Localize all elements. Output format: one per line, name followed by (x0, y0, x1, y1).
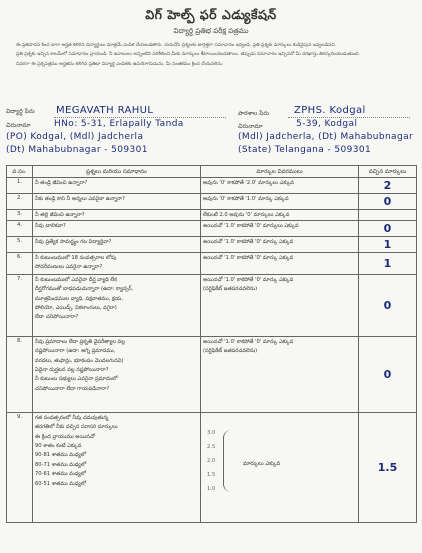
marks-rule: అయినచో '1.0' కాకపోతే '0' మార్కు ఎక్కువ (201, 237, 359, 253)
table-row (7, 253, 417, 275)
scale-value: 2.5 (207, 443, 216, 450)
scale-caption: మార్కులు ఎక్కువ (243, 460, 281, 467)
row-number: 7. (7, 274, 33, 336)
column-header-marks-obtained: వచ్చిన మార్కులు (359, 166, 417, 178)
marks-scale (203, 414, 356, 518)
address-line-1: HNo: 5-31, Erlapally Tanda (54, 119, 184, 129)
table-row (7, 336, 417, 412)
row-number: 9. (7, 412, 33, 522)
scale-value: 1.5 (207, 471, 216, 478)
student-name-label: విద్యార్థి పేరు (6, 108, 35, 115)
question-text: నీవు ప్రత్యేక సామర్థ్యం గల విద్యార్థివా? (33, 237, 201, 253)
marks-rule (201, 412, 359, 522)
marks-obtained (359, 253, 417, 275)
handwritten-mark: 0 (383, 367, 392, 381)
address-line-2: (PO) Kodgal, (Mdl) Jadcherla (6, 132, 144, 142)
marks-rule: అయినచో '1.0' కాకపోతే '0' మార్కు ఎక్కువ (సర్టిఫికేట్ జతపరచవలెను) (201, 274, 359, 336)
school-name-value: ZPHS. Kodgal (294, 105, 366, 116)
table-row (7, 194, 417, 210)
table-row (7, 210, 417, 221)
handwritten-mark: 1 (383, 256, 392, 270)
marks-obtained (359, 221, 417, 237)
marks-obtained (359, 178, 417, 194)
row-number: 5. (7, 237, 33, 253)
handwritten-mark: 0 (383, 298, 392, 312)
scale-value: 1.0 (207, 485, 216, 492)
table-row (7, 412, 417, 522)
questions-table (6, 165, 417, 523)
question-text: నీవు ప్రమాదాలు లేదా ప్రకృతి వైపరీత్యాల వల్ల నష్టపోయినారా (ఉదా: అగ్ని ప్రమాదము, వరదలు, తుఫాన్లు, భూకంపం మొదలగునవి) ఏదైనా దుర్ఘటన వల్ల నష్టపోయినారా? నీ కుటుంబ సభ్యులు ఎవరైనా ప్రమాదంలో చనిపోయినారా లేదా గాయపడినారా? (33, 336, 201, 412)
marks-rule: లేకుంటే 2.0 అవును '0' మార్కులు ఎక్కువ (201, 210, 359, 221)
marks-obtained (359, 194, 417, 210)
school-name-label: పాఠశాల పేరు (238, 110, 270, 117)
marks-obtained (359, 237, 417, 253)
marks-rule: అవును '0' కాకపోతే '1.0' మార్కు ఎక్కువ (201, 194, 359, 210)
handwritten-mark: 1 (383, 238, 392, 251)
marks-obtained (359, 210, 417, 221)
marks-rule: అయినచో '1.0' కాకపోతే '0' మార్కు ఎక్కువ (సర్టిఫికేట్ జతపరచవలెను) (201, 336, 359, 412)
column-header-marks-details: మార్కుల వివరములు (201, 166, 359, 178)
marks-rule: అవును '0' కాకపోతే '2.0' మార్కులు ఎక్కువ (201, 178, 359, 194)
row-number: 3. (7, 210, 33, 221)
row-number: 2. (7, 194, 33, 210)
question-text: నీ తండ్రి జీవించి ఉన్నారా? (33, 178, 201, 194)
handwritten-mark: 2 (383, 179, 392, 192)
row-number: 4. (7, 221, 33, 237)
form-title: విగ్ హెల్ప్ ఫర్ ఎడ్యుకేషన్ (145, 7, 277, 22)
column-header-question: ప్రశ్నలు మరియు సమాధానం (33, 166, 201, 178)
table-row (7, 178, 417, 194)
table-row (7, 274, 417, 336)
student-name-value: MEGAVATH RAHUL (56, 105, 154, 116)
school-address-line-3: (State) Telangana - 509301 (238, 145, 372, 155)
row-number: 1. (7, 178, 33, 194)
school-address-line-1: 5-39, Kodgal (296, 119, 358, 129)
instruction-text: ప్రతి ప్రశ్నకు ఇచ్చిన కాలమ్‌లో సమాధానం వ్రాయండి. నీ జవాబులు అన్నింటిని పరిశీలించి మీకు మార్కులు కేటాయించబడతాయి. తప్పుడు సమాచారం ఇచ్చినచో మీ దరఖాస్తు తిరస్కరించబడుతుంది. (16, 52, 360, 58)
marks-obtained (359, 336, 417, 412)
handwritten-mark: 0 (383, 195, 392, 208)
question-text: నీ కుటుంబములో 18 సంవత్సరాల లోపు సోదరీమణులు ఎవరైనా ఉన్నారా? (33, 253, 201, 275)
table-row (7, 221, 417, 237)
address-line-3: (Dt) Mahabubnagar - 509301 (6, 145, 148, 155)
scale-value: 3.0 (207, 429, 216, 436)
instructions-paragraph (6, 41, 416, 107)
marks-rule: అయినచో '1.0' కాకపోతే '0' మార్కు ఎక్కువ (201, 253, 359, 275)
brace-icon (223, 430, 231, 492)
marks-rule: అయినచో '1.0' కాకపోతే '0' మార్కులు ఎక్కువ (201, 221, 359, 237)
handwritten-mark: 1.5 (377, 460, 398, 474)
marks-obtained (359, 412, 417, 522)
question-text: నీకు తండ్రి కాని నీ అన్నలు ఎవరైనా ఉన్నారా? (33, 194, 201, 210)
row-number: 6. (7, 253, 33, 275)
school-address-label: చిరునామా (238, 123, 263, 130)
handwritten-mark: 0 (383, 222, 392, 235)
row-number: 8. (7, 336, 33, 412)
question-text: నీవు బాలికవా? (33, 221, 201, 237)
instruction-text: చివరగా ఈ ప్రశ్నపత్రము అర్హతను కలిగిన ప్రతిభా విద్యార్థి ఎంపికకు ఉపయోగపడును. మీ సంతకము క్రింద చేయవలెను. (16, 61, 224, 67)
address-label: చిరునామా (6, 122, 31, 129)
marks-obtained (359, 274, 417, 336)
question-text: నీ కుటుంబములో ఎవరైనా దీర్ఘ వ్యాధి లేక దీర్ఘరోగముతో బాధపడుచున్నారా (ఉదా: క్యాన్సర్, మూత్రపిండముల వ్యాధి, పక్షవాతము, క్షయ, పోలియో, ఎయిడ్స్, వికలాంగులు, వగైరా) లేదా చనిపోయినారా? (33, 274, 201, 336)
student-details (6, 107, 416, 165)
question-text: నీ తల్లి జీవించి ఉన్నారా? (33, 210, 201, 221)
form-subtitle: విద్యార్థి ప్రతిభ పరీక్ష పత్రము (173, 27, 249, 35)
instruction-text: ఈ ప్రతిపాదన కింద బాగా అర్హత కలిగిన విద్యార్థులు మాత్రమే ఎంపిక చేయబడతారు. దయచేసి ప్రశ్నలకు జాగ్రత్తగా సమాధానం ఇవ్వండి. ప్రతి ప్రశ్నకు మార్కులు కుడివైపున ఇవ్వబడినవి. (16, 43, 337, 48)
column-header-serial: వ.సం. (7, 166, 33, 178)
question-text: గత సంవత్సరంలో నీవు చదువుతున్న తరగతిలో నీకు వచ్చిన సరాసరి మార్కులు ఈ క్రింద వ్రాయుము అయినచో 90 శాతం కంటే ఎక్కువ 90-81 శాతము మధ్యలో 80-71 శాతము మధ్యలో 70-61 శాతము మధ్యలో 60-51 శాతము మధ్యలో (33, 412, 201, 522)
scale-value: 2.0 (207, 457, 216, 464)
school-address-line-2: (Mdl) Jadcherla, (Dt) Mahabubnagar (238, 132, 414, 142)
table-row (7, 237, 417, 253)
